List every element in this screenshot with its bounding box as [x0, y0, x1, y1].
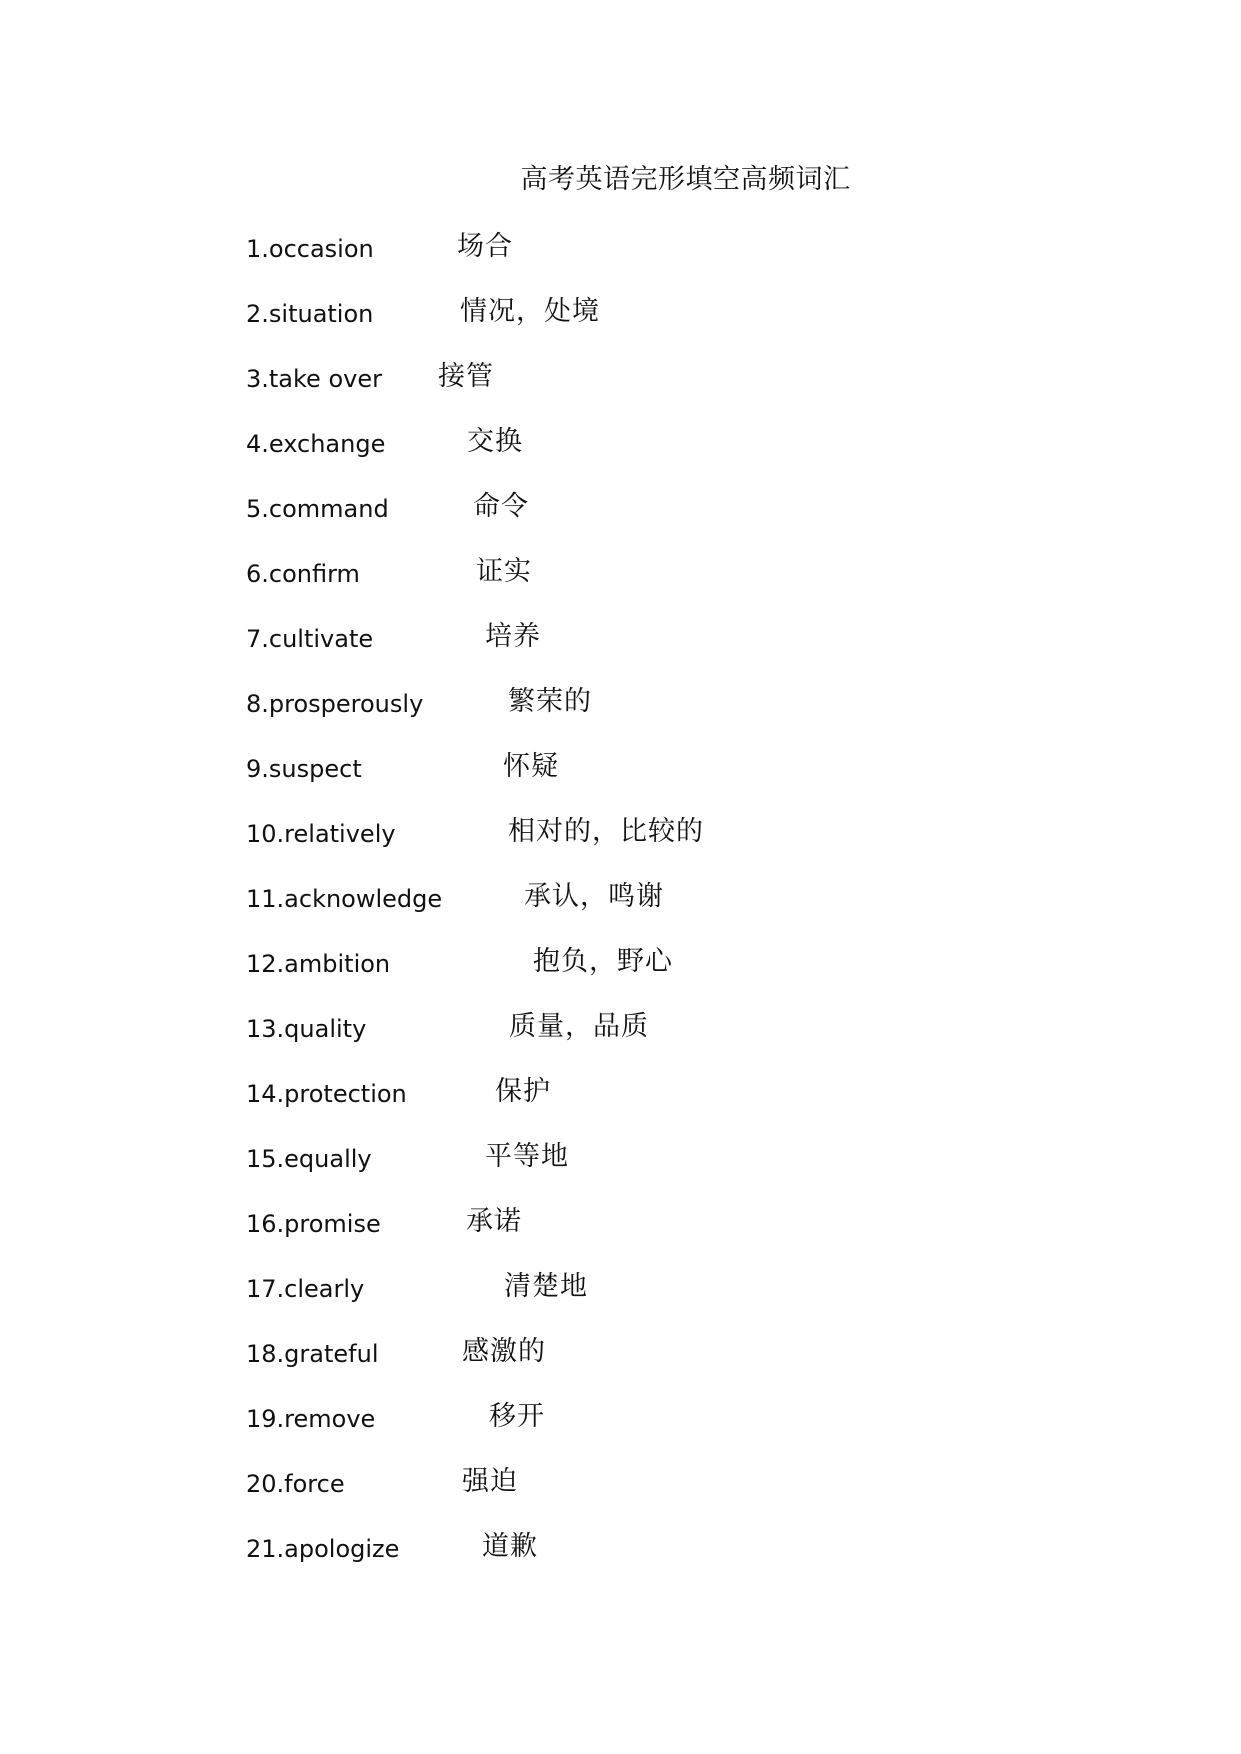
vocab-term: 13.quality	[246, 1015, 367, 1043]
vocab-term: 8.prosperously	[246, 690, 424, 718]
vocab-entry	[246, 1334, 946, 1399]
vocab-term: 12.ambition	[246, 950, 391, 978]
vocab-entry	[246, 1074, 946, 1139]
vocab-meaning: 相对的，比较的	[508, 816, 704, 847]
vocab-entry	[246, 489, 946, 554]
vocab-entry	[246, 294, 946, 359]
vocab-meaning: 培养	[485, 621, 541, 652]
vocab-term: 11.acknowledge	[246, 885, 443, 913]
vocab-entry	[246, 684, 946, 749]
vocab-meaning: 情况，处境	[460, 296, 600, 327]
vocab-term: 19.remove	[246, 1405, 376, 1433]
vocab-meaning: 清楚地	[504, 1271, 588, 1302]
vocab-term: 9.suspect	[246, 755, 362, 783]
vocab-meaning: 繁荣的	[508, 686, 592, 717]
vocab-meaning: 接管	[438, 361, 494, 392]
vocab-term: 7.cultivate	[246, 625, 374, 653]
vocab-entry	[246, 1269, 946, 1334]
vocab-meaning: 交换	[467, 426, 523, 457]
document-title: 高考英语完形填空高频词汇	[520, 164, 851, 195]
vocab-entry	[246, 359, 946, 424]
vocab-term: 2.situation	[246, 300, 374, 328]
vocab-entry	[246, 554, 946, 619]
vocab-meaning: 场合	[457, 231, 513, 262]
vocab-term: 10.relatively	[246, 820, 396, 848]
vocabulary-list	[246, 229, 946, 1594]
vocab-term: 4.exchange	[246, 430, 386, 458]
vocab-meaning: 质量，品质	[509, 1011, 649, 1042]
vocab-entry	[246, 1139, 946, 1204]
vocab-meaning: 抱负，野心	[533, 946, 673, 977]
vocab-term: 17.clearly	[246, 1275, 365, 1303]
vocab-entry	[246, 814, 946, 879]
vocab-entry	[246, 1009, 946, 1074]
vocab-entry	[246, 1399, 946, 1464]
vocab-meaning: 承认，鸣谢	[524, 881, 664, 912]
vocab-term: 15.equally	[246, 1145, 372, 1173]
vocab-entry	[246, 1464, 946, 1529]
vocab-meaning: 强迫	[462, 1466, 518, 1497]
vocab-meaning: 承诺	[466, 1206, 522, 1237]
vocab-meaning: 移开	[489, 1401, 545, 1432]
vocab-term: 5.command	[246, 495, 389, 523]
vocab-meaning: 证实	[476, 556, 532, 587]
vocab-meaning: 命令	[473, 491, 529, 522]
vocab-meaning: 怀疑	[503, 751, 559, 782]
vocab-term: 1.occasion	[246, 235, 374, 263]
vocab-entry	[246, 229, 946, 294]
vocab-meaning: 平等地	[485, 1141, 569, 1172]
vocab-term: 6.confirm	[246, 560, 360, 588]
vocab-entry	[246, 619, 946, 684]
vocab-meaning: 感激的	[462, 1336, 546, 1367]
vocab-entry	[246, 879, 946, 944]
vocab-entry	[246, 1204, 946, 1269]
vocab-term: 21.apologize	[246, 1535, 400, 1563]
vocab-term: 18.grateful	[246, 1340, 379, 1368]
vocab-term: 20.force	[246, 1470, 345, 1498]
vocab-meaning: 道歉	[482, 1531, 538, 1562]
vocab-entry	[246, 424, 946, 489]
vocab-entry	[246, 944, 946, 1009]
vocab-term: 3.take over	[246, 365, 382, 393]
vocab-meaning: 保护	[495, 1076, 551, 1107]
vocab-entry	[246, 1529, 946, 1594]
vocab-entry	[246, 749, 946, 814]
vocab-term: 16.promise	[246, 1210, 381, 1238]
vocab-term: 14.protection	[246, 1080, 407, 1108]
